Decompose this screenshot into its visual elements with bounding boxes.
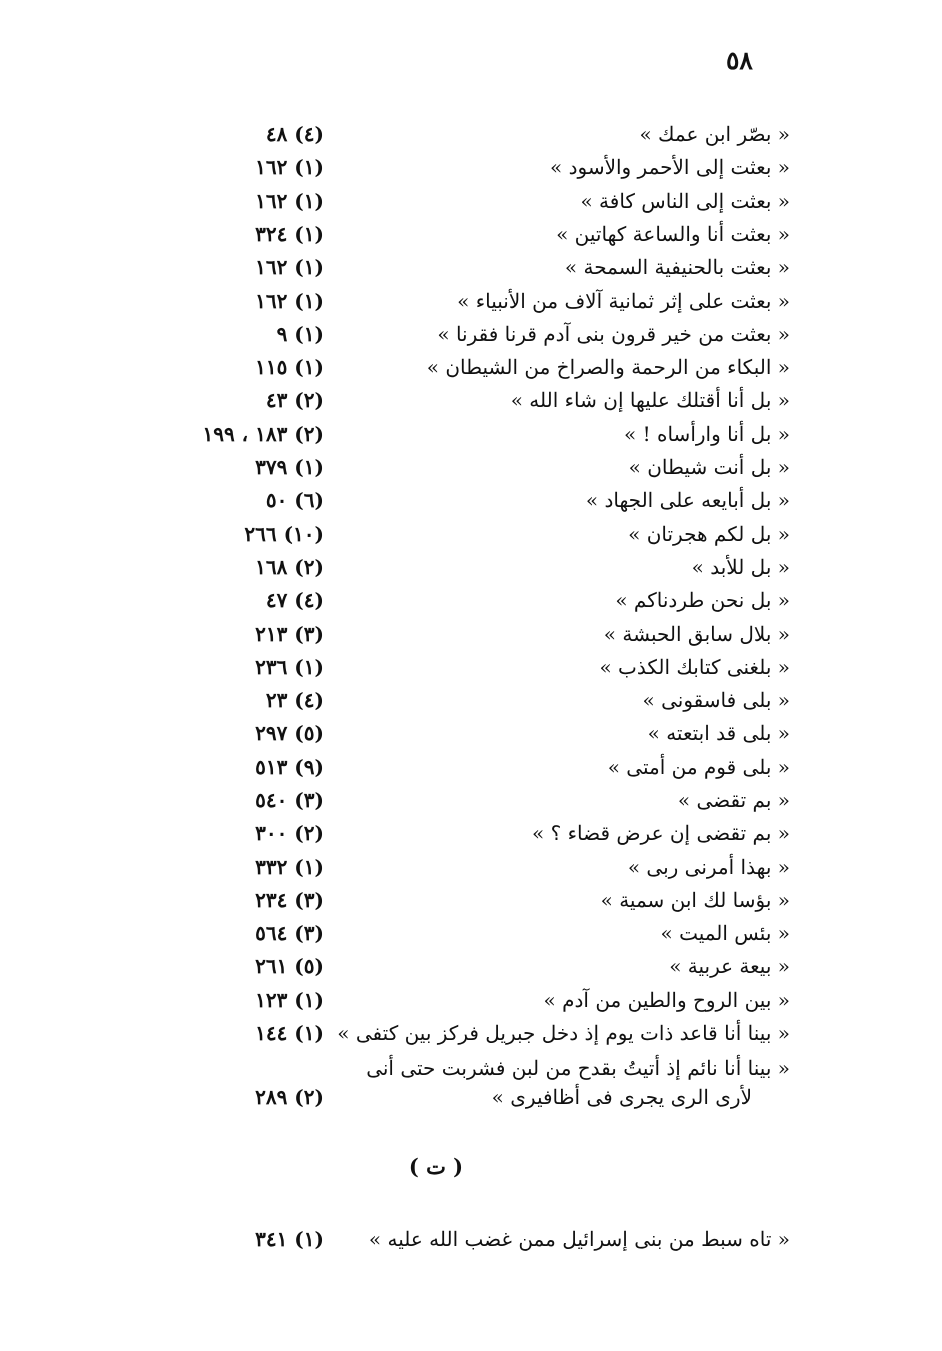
entry-reference: (١) ١١٥ (255, 355, 324, 379)
index-entry (0, 816, 942, 850)
index-entry (0, 983, 942, 1017)
index-entry-multiline (0, 1054, 942, 1112)
index-entry (0, 583, 942, 617)
index-entry (0, 217, 942, 251)
entry-phrase: « بعثت على إثر ثمانية آلاف من الأنبياء » (457, 289, 790, 313)
entry-phrase: « بل لكم هجرتان » (628, 522, 790, 546)
index-entry (0, 184, 942, 218)
entry-reference: (٩) ٥١٣ (255, 755, 324, 779)
entry-phrase: « بينا أنا قاعد ذات يوم إذ دخل جبريل فركز بين كتفى » (337, 1021, 790, 1045)
entry-reference: (١) ٩ (276, 322, 324, 346)
index-entry (0, 350, 942, 384)
entry-reference: (١) ١٤٤ (255, 1021, 324, 1045)
entry-phrase: « بعثت إلى الأحمر والأسود » (549, 155, 790, 179)
entry-reference: (١) ٣٣٢ (255, 855, 324, 879)
entry-phrase: « بعثت أنا والساعة كهاتين » (556, 222, 790, 246)
entry-phrase: « بئس الميت » (660, 921, 790, 945)
entry-phrase: « تاه سبط من بنى إسرائيل ممن غضب الله عليه » (368, 1227, 790, 1251)
entry-phrase: « بل أنا وارأساه ! » (624, 422, 790, 446)
entry-phrase: « البكاء من الرحمة والصراخ من الشيطان » (426, 355, 790, 379)
index-entry (0, 250, 942, 284)
entry-reference: (٢) ٢٨٩ (255, 1085, 324, 1109)
index-entry (0, 450, 942, 484)
index-entry (0, 949, 942, 983)
entry-reference: (٥) ٢٦١ (255, 954, 324, 978)
index-entry (0, 417, 942, 451)
entry-reference: (٣) ٢٣٤ (255, 888, 324, 912)
entry-reference: (٤) ٤٧ (265, 588, 324, 612)
entry-reference: (٢) ٤٣ (265, 388, 324, 412)
index-entry (0, 117, 942, 151)
index-entry (0, 650, 942, 684)
index-entry (0, 1016, 942, 1050)
entry-phrase: « بين الروح والطين من آدم » (543, 988, 790, 1012)
index-entry (0, 916, 942, 950)
entry-phrase: « بعثت من خير قرون بنى آدم قرنا فقرنا » (437, 322, 790, 346)
entry-reference: (١) ١٦٢ (255, 289, 324, 313)
entry-reference: (٦) ٥٠ (265, 488, 324, 512)
entry-phrase: « بهذا أمرنى ربى » (627, 855, 790, 879)
entry-phrase-line-2: لأرى الرى يجرى فى أظافيرى » (491, 1085, 752, 1109)
index-entry (0, 683, 942, 717)
entry-reference: (٢) ١٨٣ ، ١٩٩ (202, 422, 324, 446)
index-entry (0, 284, 942, 318)
entry-reference: (٣) ٥٦٤ (255, 921, 324, 945)
index-entry (0, 716, 942, 750)
entry-phrase: « بم تقضى إن عرض قضاء ؟ » (532, 821, 790, 845)
index-entry (0, 883, 942, 917)
index-entry (0, 617, 942, 651)
entry-reference: (٥) ٢٩٧ (255, 721, 324, 745)
index-entry (0, 550, 942, 584)
entry-reference: (١) ١٢٣ (255, 988, 324, 1012)
index-entry (0, 850, 942, 884)
entry-reference: (١) ١٦٢ (255, 189, 324, 213)
entry-reference: (١) ٢٣٦ (255, 655, 324, 679)
entry-reference: (١) ٣٧٩ (255, 455, 324, 479)
entry-phrase: « بلى قد ابتعته » (647, 721, 790, 745)
entry-phrase: « بل أنت شيطان » (628, 455, 790, 479)
entry-reference: (١) ٣٤١ (255, 1227, 324, 1251)
page-number: ٥٨ (726, 46, 753, 75)
entry-reference: (٢) ٣٠٠ (255, 821, 324, 845)
index-entry (0, 517, 942, 551)
entry-reference: (١) ٣٢٤ (255, 222, 324, 246)
index-entry (0, 150, 942, 184)
entry-reference: (١) ١٦٢ (255, 255, 324, 279)
entry-phrase: « بلى فاسقونى » (642, 688, 790, 712)
index-entry (0, 383, 942, 417)
entry-phrase: « بصّر ابن عمك » (639, 122, 790, 146)
index-entry (0, 483, 942, 517)
entry-phrase: « بل أبايعه على الجهاد » (585, 488, 790, 512)
entry-phrase: « بيعة عربية » (669, 954, 790, 978)
index-entry (0, 750, 942, 784)
entry-reference: (١) ١٦٢ (255, 155, 324, 179)
entry-reference: (١٠) ٢٦٦ (244, 522, 324, 546)
entry-reference: (٣) ٥٤٠ (255, 788, 324, 812)
entry-phrase: « بم تقضى » (677, 788, 790, 812)
entry-phrase: « بل نحن طردناكم » (615, 588, 790, 612)
entry-phrase: « بلال سابق الحبشة » (603, 622, 790, 646)
entry-phrase-line-1: « بينا أنا نائم إذ أتيتُ بقدح من لبن فشربت حتى أنى (366, 1056, 790, 1080)
entry-reference: (٤) ٢٣ (265, 688, 324, 712)
index-entry (0, 1222, 942, 1256)
entry-phrase: « بعثت بالحنيفية السمحة » (564, 255, 790, 279)
entry-reference: (٣) ٢١٣ (255, 622, 324, 646)
index-entry (0, 783, 942, 817)
index-entry (0, 317, 942, 351)
entry-phrase: « بلى قوم من أمتى » (607, 755, 790, 779)
entry-phrase (366, 1054, 790, 1112)
entry-phrase: « بلغنى كتابك الكذب » (599, 655, 790, 679)
entry-reference: (٤) ٤٨ (265, 122, 324, 146)
entry-phrase: « بل أنا أقتلك عليها إن شاء الله » (510, 388, 790, 412)
entry-phrase: « بؤسا لك ابن سمية » (600, 888, 790, 912)
entry-reference: (٢) ١٦٨ (255, 555, 324, 579)
entry-phrase: « بعثت إلى الناس كافة » (580, 189, 790, 213)
section-heading: ( ت ) (408, 1154, 464, 1179)
entry-phrase: « بل للأبد » (691, 555, 790, 579)
